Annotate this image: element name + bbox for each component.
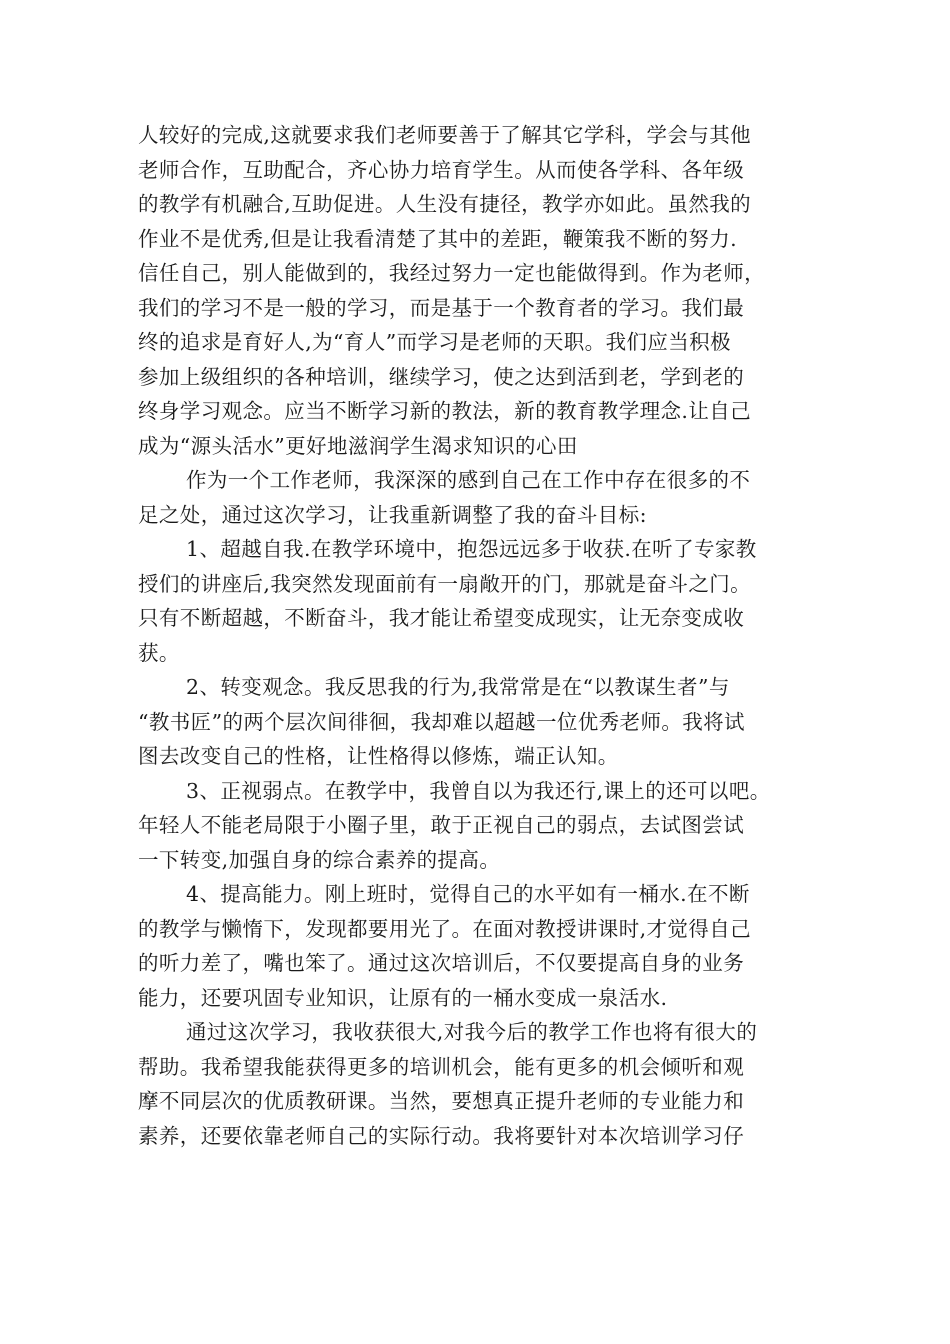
text-line: 3、正视弱点。在教学中，我曾自以为我还行,课上的还可以吧。 [186, 778, 771, 803]
text-line: 4、提高能力。刚上班时，觉得自己的水平如有一桶水.在不断 [186, 882, 750, 906]
document-body [138, 118, 810, 1153]
text-line: 作业不是优秀,但是让我看清楚了其中的差距，鞭策我不断的努力. [138, 226, 738, 251]
text-line: 2、转变观念。我反思我的行为,我常常是在“以教谋生者”与 [186, 675, 730, 699]
text-line: 的教学与懒惰下，发现都要用光了。在面对教授讲课时,才觉得自己 [138, 916, 752, 941]
text-line: 获。 [138, 640, 180, 665]
text-line: 帮助。我希望我能获得更多的培训机会，能有更多的机会倾听和观 [138, 1054, 745, 1079]
text-line: 通过这次学习，我收获很大,对我今后的教学工作也将有很大的 [186, 1020, 758, 1044]
text-line: 的教学有机融合,互助促进。人生没有捷径，教学亦如此。虽然我的 [138, 192, 752, 216]
text-line: 终身学习观念。应当不断学习新的教法，新的教育教学理念.让自己 [138, 399, 752, 423]
text-line: 年轻人不能老局限于小圈子里，敢于正视自己的弱点，去试图尝试 [138, 813, 745, 837]
text-line: 参加上级组织的各种培训，继续学习，使之达到活到老，学到老的 [138, 364, 745, 389]
text-line: 人较好的完成,这就要求我们老师要善于了解其它学科，学会与其他 [138, 123, 752, 147]
text-line: 作为一个工作老师，我深深的感到自己在工作中存在很多的不 [186, 468, 751, 492]
text-line: 成为“源头活水”更好地滋润学生渴求知识的心田 [138, 433, 578, 458]
text-line: 只有不断超越，不断奋斗，我才能让希望变成现实，让无奈变成收 [138, 606, 745, 630]
text-line: 1、超越自我.在教学环境中，抱怨远远多于收获.在听了专家教 [186, 537, 757, 561]
text-line: 终的追求是育好人,为“育人”而学习是老师的天职。我们应当积极 [138, 330, 731, 354]
text-line: 的听力差了，嘴也笨了。通过这次培训后，不仅要提高自身的业务 [138, 951, 745, 975]
text-line: 一下转变,加强自身的综合素养的提高。 [138, 847, 501, 872]
text-line: 老师合作，互助配合，齐心协力培育学生。从而使各学科、各年级 [138, 157, 745, 182]
text-line: 授们的讲座后,我突然发现面前有一扇敞开的门，那就是奋斗之门。 [138, 571, 752, 596]
text-line: 足之处，通过这次学习，让我重新调整了我的奋斗目标: [138, 502, 647, 527]
text-line: 信任自己，别人能做到的，我经过努力一定也能做得到。作为老师， [138, 261, 765, 285]
text-line: 图去改变自己的性格，让性格得以修炼，端正认知。 [138, 744, 619, 768]
text-line: 摩不同层次的优质教研课。当然，要想真正提升老师的专业能力和 [138, 1089, 745, 1113]
text-line: “教书匠”的两个层次间徘徊，我却难以超越一位优秀老师。我将试 [138, 709, 745, 734]
text-line: 我们的学习不是一般的学习，而是基于一个教育者的学习。我们最 [138, 295, 745, 320]
text-line: 能力，还要巩固专业知识，让原有的一桶水变成一泉活水. [138, 985, 668, 1010]
text-line: 素养，还要依靠老师自己的实际行动。我将要针对本次培训学习仔 [138, 1123, 745, 1148]
